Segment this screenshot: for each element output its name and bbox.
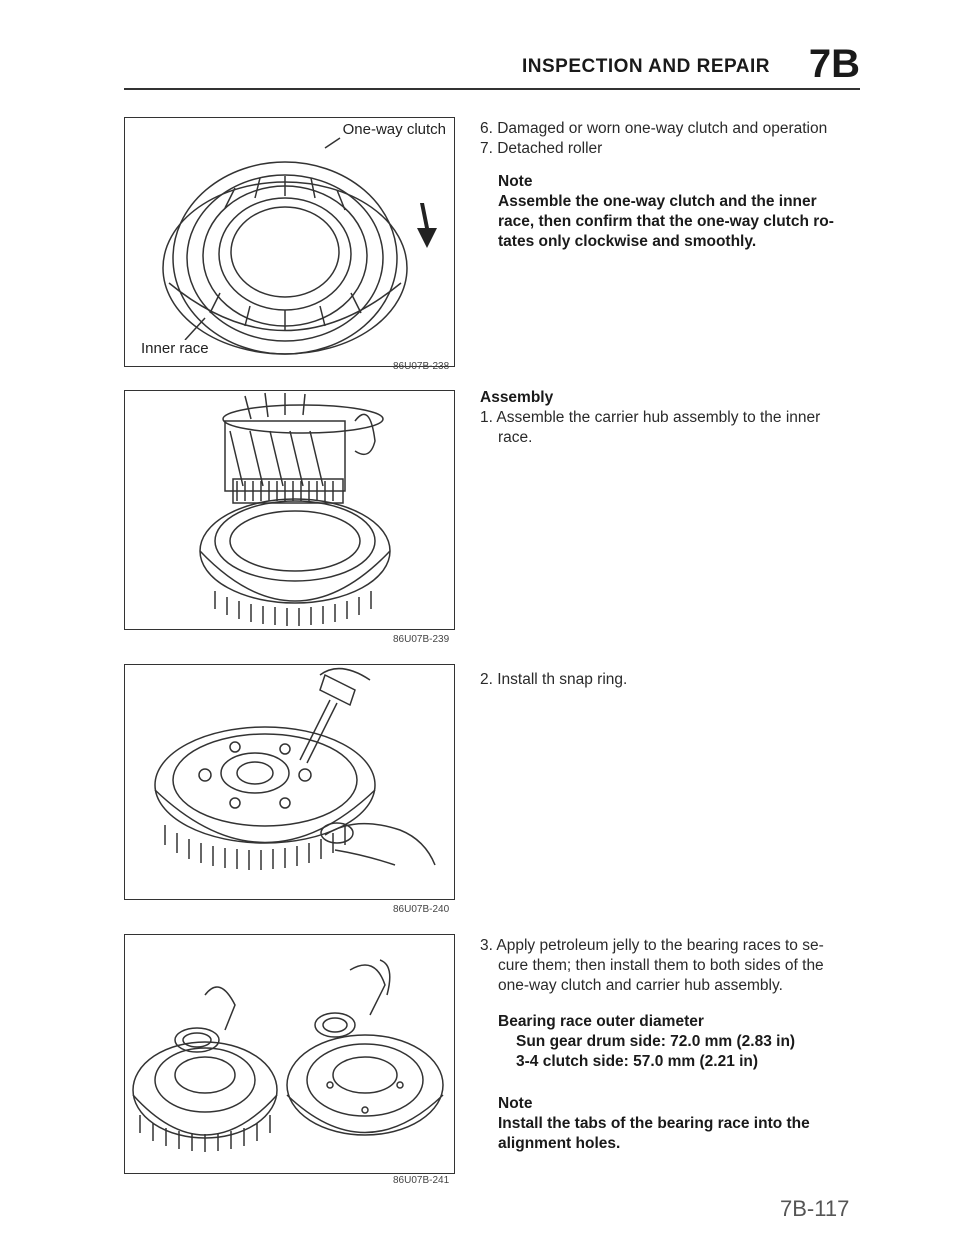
spec-row-3-4-clutch: 3-4 clutch side: 57.0 mm (2.21 in) — [516, 1053, 759, 1070]
page-header — [124, 44, 860, 88]
assembly-step-1: 1. Assemble the carrier hub assembly to the inner — [480, 409, 821, 426]
note-bearing-race — [480, 1094, 878, 1154]
note-heading: Note — [498, 1095, 533, 1112]
inspection-item-7: 7. Detached roller — [480, 140, 603, 157]
note-heading: Note — [498, 173, 533, 190]
assembly-step-3-line: one-way clutch and carrier hub assembly. — [498, 977, 783, 994]
note-line: alignment holes. — [498, 1135, 621, 1152]
spec-row-sun-gear: Sun gear drum side: 72.0 mm (2.83 in) — [516, 1033, 796, 1050]
label-one-way-clutch: One-way clutch — [342, 121, 446, 138]
label-inner-race: Inner race — [141, 340, 209, 357]
figure-one-way-clutch — [124, 117, 455, 367]
assembly-step-1-cont: race. — [498, 429, 533, 446]
bearing-race-spec — [480, 1012, 878, 1072]
figure-code-241: 86U07B-241 — [393, 1175, 450, 1186]
note-one-way-clutch — [480, 172, 878, 252]
section-number: 7B — [808, 42, 860, 86]
bearing-races-illustration — [125, 935, 455, 1174]
one-way-clutch-illustration — [125, 118, 455, 367]
assembly-step-3-line: 3. Apply petroleum jelly to the bearing races to se- — [480, 937, 824, 954]
assembly-step-2 — [480, 670, 860, 690]
figure-carrier-hub-assembly — [124, 390, 455, 630]
header-rule — [124, 88, 860, 90]
note-line: tates only clockwise and smoothly. — [498, 233, 757, 250]
figure-code-238: 86U07B-238 — [393, 361, 450, 372]
inspection-item-6: 6. Damaged or worn one-way clutch and operation — [480, 120, 828, 137]
note-line: race, then confirm that the one-way clutch ro- — [498, 213, 834, 230]
note-line: Assemble the one-way clutch and the inner — [498, 193, 817, 210]
assembly-step-3 — [480, 936, 860, 996]
inspection-items — [480, 119, 860, 159]
spec-heading: Bearing race outer diameter — [498, 1013, 704, 1030]
figure-code-239: 86U07B-239 — [393, 634, 450, 645]
assembly-heading: Assembly — [480, 389, 554, 406]
carrier-hub-illustration — [125, 391, 455, 630]
figure-code-240: 86U07B-240 — [393, 904, 450, 915]
note-line: Install the tabs of the bearing race into the — [498, 1115, 810, 1132]
header-title: INSPECTION AND REPAIR — [521, 56, 770, 77]
snap-ring-illustration — [125, 665, 455, 900]
figure-bearing-races — [124, 934, 455, 1174]
assembly-step-2-text: 2. Install th snap ring. — [480, 671, 628, 688]
assembly-step-3-line: cure them; then install them to both sides of the — [498, 957, 824, 974]
assembly-section — [480, 388, 860, 448]
figure-snap-ring — [124, 664, 455, 900]
page-number: 7B-117 — [780, 1196, 850, 1221]
